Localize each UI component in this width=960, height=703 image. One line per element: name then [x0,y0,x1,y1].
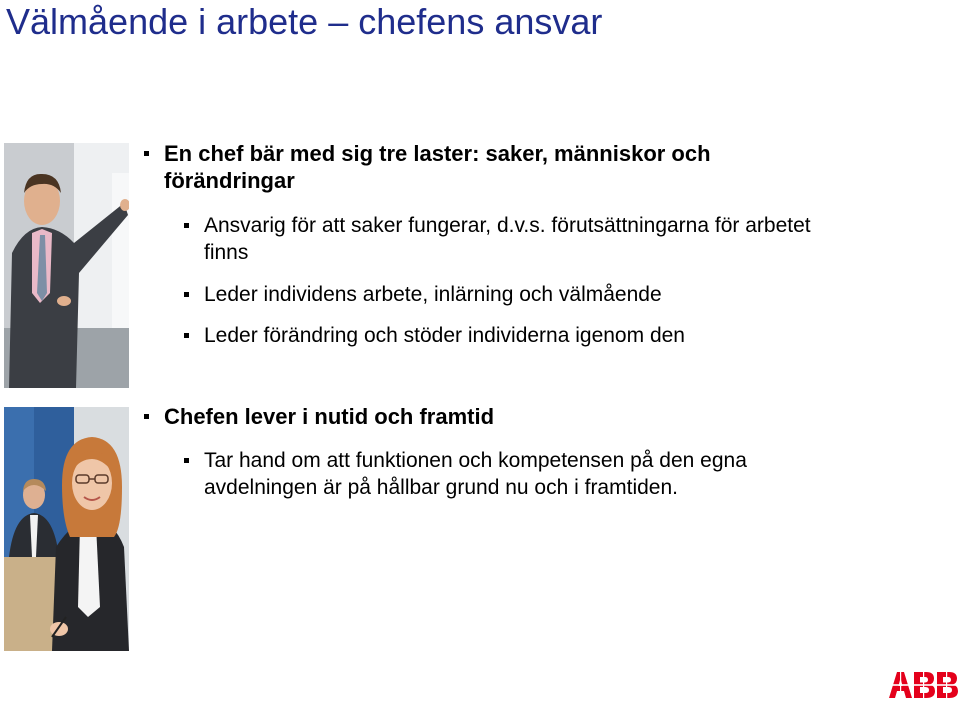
bullet-square-icon [184,333,189,338]
item-text: Tar hand om att funktionen och kompetensen på den egna avdelningen är på hållbar grund nu och i framtiden. [204,449,747,499]
item-text: Leder förändring och stöder individerna igenom den [204,324,685,347]
bullet-heading-1 [140,140,830,194]
section-responsibilities [140,140,830,349]
photo-businesswoman-meeting [4,407,129,651]
bullet-item [180,281,830,308]
bullet-square-icon [144,414,149,419]
heading-present-future: Chefen lever i nutid och framtid [164,404,495,429]
bullet-square-icon [184,223,189,228]
bullet-square-icon [144,151,149,156]
photo-manager-at-flipchart [4,143,129,388]
bullet-item [180,447,830,501]
heading-three-burdens: En chef bär med sig tre laster: saker, människor och förändringar [164,141,711,193]
bullet-square-icon [184,458,189,463]
item-text: Leder individens arbete, inlärning och välmående [204,283,662,306]
section-present-and-future [140,403,830,501]
bullet-heading-2 [140,403,830,430]
bullet-item [180,322,830,349]
item-text: Ansvarig för att saker fungerar, d.v.s. förutsättningarna för arbetet finns [204,214,811,264]
bullet-square-icon [184,292,189,297]
slide-title: Välmående i arbete – chefens ansvar [6,1,603,42]
bullet-item [180,212,830,266]
abb-logo [889,672,959,703]
